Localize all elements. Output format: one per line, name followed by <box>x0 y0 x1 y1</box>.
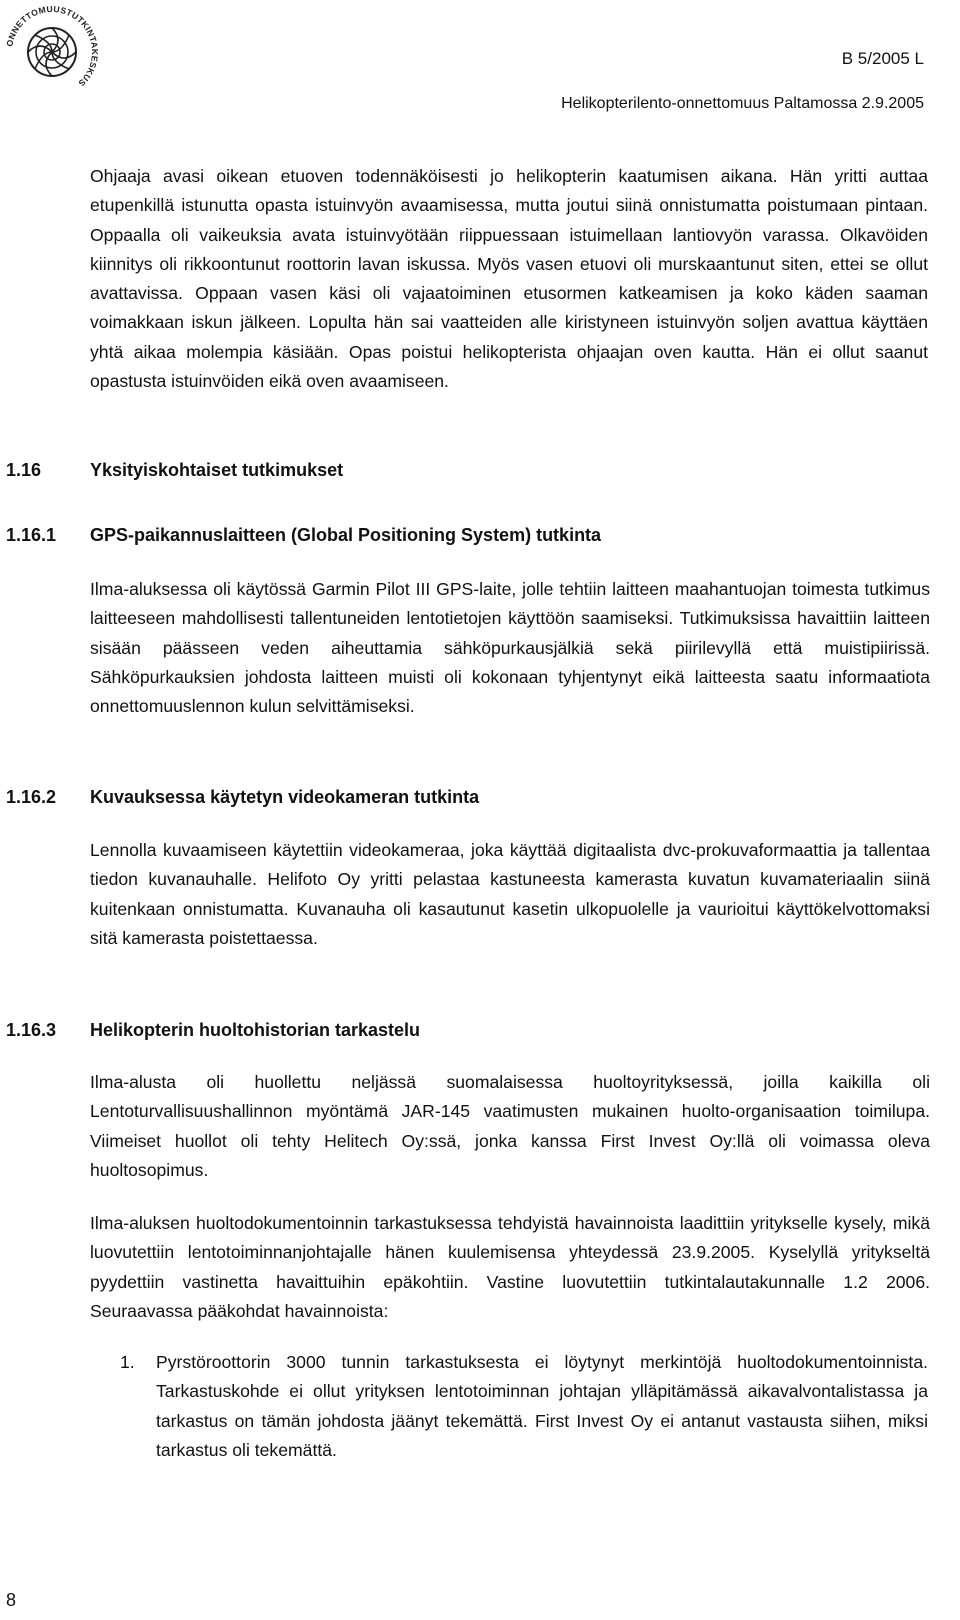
maintenance-paragraph-2: Ilma-aluksen huoltodokumentoinnin tarkastuksessa tehdyistä havainnoista laadittiin yritykselle kysely, mikä luovutettiin lentotoiminnanjohtajalle hänen kuulemisensa yhteydessä 23.9.2005. Kyselyllä yritykseltä pyydettiin vastinetta havaittuihin epäkohtiin. Vastine luovutettiin tutkintalautakunnalle 1.2 2006. Seuraavassa pääkohdat havainnoista: <box>90 1213 930 1321</box>
subsection-heading <box>6 787 479 808</box>
list-item <box>120 1348 928 1465</box>
list-item-text: Pyrstöroottorin 3000 tunnin tarkastuksesta ei löytynyt merkintöjä huoltodokumentoinnista. Tarkastuskohde ei ollut yrityksen lentotoiminnan johtajan ylläpitämässä aikavalvontalistassa ja tarkastus on tämän johdosta jäänyt tekemättä. First Invest Oy ei antanut vastausta siihen, miksi tarkastus oli tekemättä. <box>156 1352 928 1460</box>
section-number: 1.16.2 <box>6 787 57 807</box>
intro-paragraph: Ohjaaja avasi oikean etuoven todennäköisesti jo helikopterin kaatumisen aikana. Hän yritti auttaa etupenkillä istunutta opasta istuinvyön avaamisessa, mutta joutui siinä onnistumatta poistumaan pintaan. Oppaalla oli vaikeuksia avata istuinvyötään riippuessaan istuimellaan lantiovyön varassa. Olkavöiden kiinnitys oli rikkoontunut roottorin lavan iskussa. Myös vasen etuovi oli murskaantunut siten, ettei se ollut avattavissa. Oppaan vasen käsi oli vajaatoiminen etusormen katkeamisen ja koko käden saaman voimakkaan iskun jälkeen. Lopulta hän sai vaatteiden alle kiristyneen istuinvyön soljen avattua käyttäen yhtä aikaa molempia käsiään. Opas poistui helikopterista ohjaajan oven kautta. Hän ei ollut saanut opastusta istuinvöiden eikä oven avaamiseen. <box>90 166 928 392</box>
subsection-heading <box>6 525 601 546</box>
list-marker: 1. <box>120 1352 135 1372</box>
investigation-centre-logo <box>2 2 102 102</box>
section-title: Helikopterin huoltohistorian tarkastelu <box>90 1020 421 1040</box>
gps-paragraph: Ilma-aluksessa oli käytössä Garmin Pilot III GPS-laite, jolle tehtiin laitteen maahantuojan toimesta tutkimus laitteeseen mahdollisesti tallentuneiden lentotietojen käyttöön saamiseksi. Tutkimuksissa havaittiin laitteen sisään päässeen veden aiheuttamia sähköpurkausjälkiä sekä piirilevyllä että muistipiirissä. Sähköpurkauksien johdosta laitteen muisti oli kokonaan tyhjentynyt eikä laitteesta saatu informaatiota onnettomuuslennon kulun selvittämiseksi. <box>90 579 930 717</box>
svg-text:ONNETTOMUUSTUTKINTAKESKUS: ONNETTOMUUSTUTKINTAKESKUS <box>4 3 101 89</box>
subsection-heading <box>6 1020 420 1041</box>
section-number: 1.16.3 <box>6 1020 57 1040</box>
section-title: Yksityiskohtaiset tutkimukset <box>90 460 344 480</box>
section-number: 1.16.1 <box>6 525 57 545</box>
section-heading <box>6 460 343 481</box>
page-number: 8 <box>6 1590 17 1610</box>
maintenance-paragraph-1: Ilma-alusta oli huollettu neljässä suomalaisessa huoltoyrityksessä, joilla kaikilla oli Lentoturvallisuushallinnon myöntämä JAR-145 vaatimusten mukainen huolto-organisaation toimilupa. Viimeiset huollot oli tehty Helitech Oy:ssä, jonka kanssa First Invest Oy:llä oli voimassa oleva huoltosopimus. <box>90 1072 930 1180</box>
section-title: GPS-paikannuslaitteen (Global Positioning System) tutkinta <box>90 525 602 545</box>
section-number: 1.16 <box>6 460 42 480</box>
video-paragraph: Lennolla kuvaamiseen käytettiin videokameraa, joka käyttää digitaalista dvc-prokuvaformaattia ja tallentaa tiedon kuvanauhalle. Helifoto Oy yritti pelastaa kastuneesta kamerasta kuvatun kuvamateriaalin siinä kuitenkaan onnistumatta. Kuvanauha oli kasautunut kasetin ulkopuolelle ja vaurioitui käyttökelvottomaksi sitä kamerasta poistettaessa. <box>90 840 930 948</box>
section-title: Kuvauksessa käytetyn videokameran tutkinta <box>90 787 480 807</box>
report-title: Helikopterilento-onnettomuus Paltamossa 2.9.2005 <box>561 95 924 112</box>
report-code: B 5/2005 L <box>841 49 924 68</box>
